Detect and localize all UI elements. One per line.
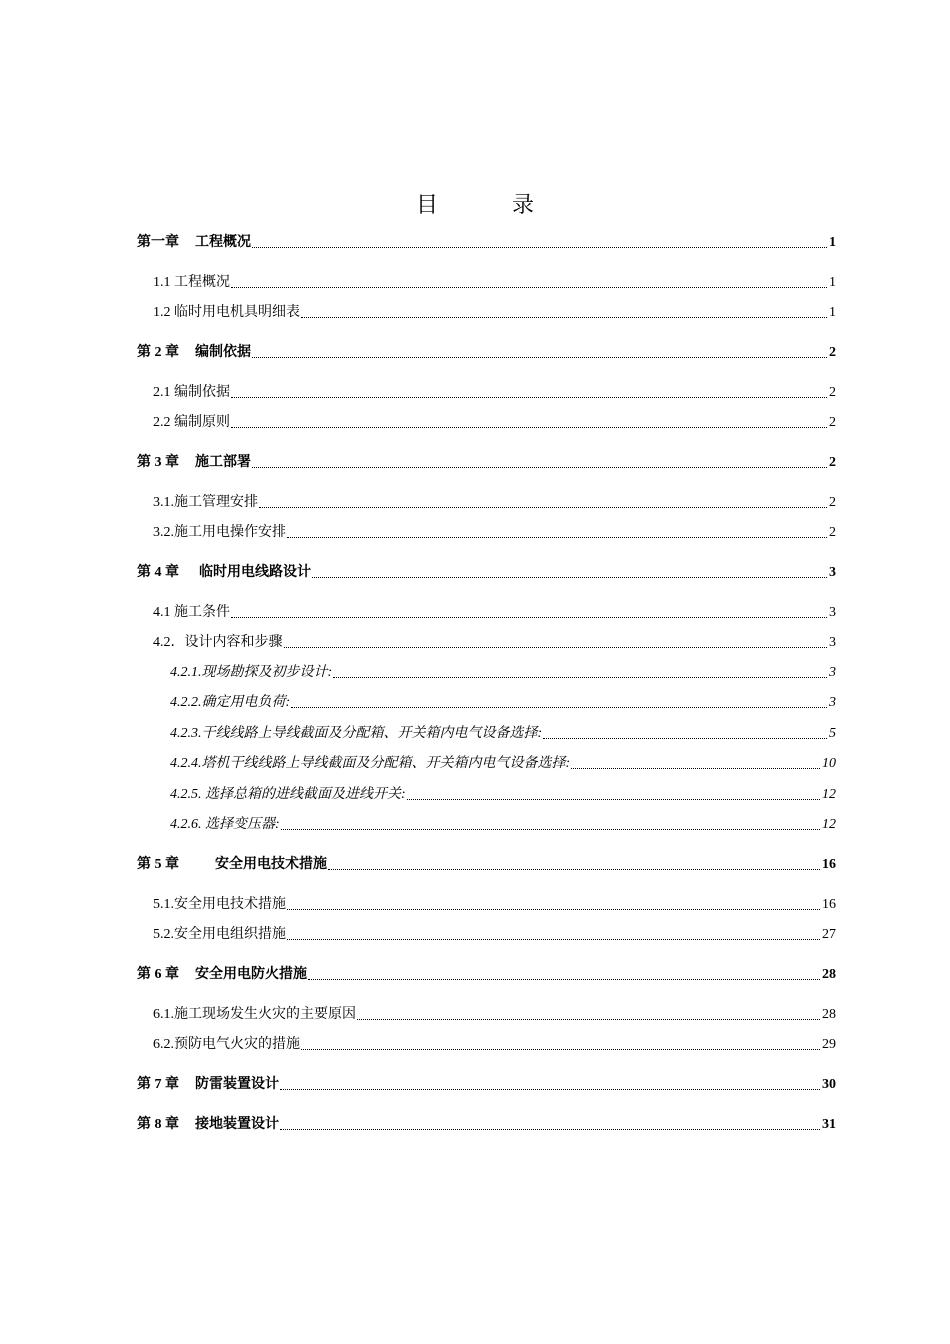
toc-chapter-8[interactable]: [137, 1115, 836, 1135]
toc-section-6-1[interactable]: [153, 1005, 836, 1025]
toc-entry-text: 2.1 编制依据: [153, 385, 230, 400]
toc-page-number: 30: [822, 1077, 836, 1092]
toc-page-number: 2: [829, 525, 836, 540]
toc-entry-text: 4.2.4.塔机干线线路上导线截面及分配箱、开关箱内电气设备选择:: [170, 756, 571, 771]
toc-page-number: 2: [829, 385, 836, 400]
toc-section-4-1[interactable]: [153, 603, 836, 623]
toc-page-number: 2: [829, 495, 836, 510]
toc-leader-dots: [312, 577, 827, 578]
toc-entry-text: 防雷装置设计: [195, 1077, 279, 1092]
toc-leader-dots: [287, 537, 827, 538]
toc-leader-dots: [301, 317, 827, 318]
toc-entry-text: 1.1 工程概况: [153, 275, 230, 290]
toc-chapter-number: 第 4 章: [137, 565, 179, 580]
toc-entry-text: 6.1.施工现场发生火灾的主要原因: [153, 1007, 356, 1022]
toc-section-4-2[interactable]: [153, 633, 836, 653]
toc-page-number: 5: [829, 726, 836, 741]
toc-chapter-number: 第 5 章: [137, 857, 179, 872]
toc-entry-text: 4.2.3.干线线路上导线截面及分配箱、开关箱内电气设备选择:: [170, 726, 543, 741]
toc-page-number: 3: [829, 565, 836, 580]
toc-chapter-number: 第 8 章: [137, 1117, 179, 1132]
toc-page-number: 2: [829, 455, 836, 470]
toc-chapter-2[interactable]: [137, 343, 836, 363]
toc-page-number: 16: [822, 897, 836, 912]
toc-subsection-4-2-5[interactable]: [170, 785, 836, 805]
toc-entry-text: 2.2 编制原则: [153, 415, 230, 430]
toc-section-1-1[interactable]: [153, 273, 836, 293]
toc-chapter-6[interactable]: [137, 965, 836, 985]
toc-leader-dots: [543, 738, 827, 739]
toc-leader-dots: [308, 979, 820, 980]
toc-page-number: 1: [829, 235, 836, 250]
toc-page-number: 3: [829, 635, 836, 650]
toc-leader-dots: [328, 869, 820, 870]
toc-chapter-number: 第一章: [137, 235, 179, 250]
toc-page-number: 2: [829, 345, 836, 360]
toc-entry-text: 3.1.施工管理安排: [153, 495, 258, 510]
toc-page-number: 3: [829, 605, 836, 620]
toc-chapter-3[interactable]: [137, 453, 836, 473]
toc-chapter-1[interactable]: [137, 233, 836, 253]
toc-leader-dots: [231, 617, 827, 618]
toc-section-6-2[interactable]: [153, 1035, 836, 1055]
toc-page-number: 10: [822, 756, 836, 771]
toc-page-number: 1: [829, 305, 836, 320]
toc-page-number: 29: [822, 1037, 836, 1052]
toc-chapter-7[interactable]: [137, 1075, 836, 1095]
toc-section-2-1[interactable]: [153, 383, 836, 403]
toc-chapter-5[interactable]: [137, 855, 836, 875]
toc-subsection-4-2-1[interactable]: [170, 663, 836, 683]
toc-entry-text: 4.2.2.确定用电负荷:: [170, 695, 291, 710]
toc-section-3-2[interactable]: [153, 523, 836, 543]
toc-page-number: 12: [822, 817, 836, 832]
toc-title-char-1: 目: [415, 192, 438, 217]
toc-page-number: 28: [822, 967, 836, 982]
toc-chapter-number: 第 3 章: [137, 455, 179, 470]
toc-leader-dots: [252, 357, 827, 358]
toc-entry-text: 4.2.6. 选择变压器:: [170, 817, 280, 832]
toc-entry-text: 4.1 施工条件: [153, 605, 230, 620]
toc-entry-text: 5.2.安全用电组织措施: [153, 927, 286, 942]
toc-leader-dots: [571, 768, 820, 769]
toc-page-number: 2: [829, 415, 836, 430]
toc-section-5-1[interactable]: [153, 895, 836, 915]
toc-section-1-2[interactable]: [153, 303, 836, 323]
toc-leader-dots: [291, 707, 827, 708]
toc-page-number: 31: [822, 1117, 836, 1132]
toc-page-number: 12: [822, 787, 836, 802]
toc-entry-text: 接地装置设计: [195, 1117, 279, 1132]
toc-entry-text: 4.2.1.现场勘探及初步设计:: [170, 665, 333, 680]
toc-entry-text: 5.1.安全用电技术措施: [153, 897, 286, 912]
toc-page-number: 28: [822, 1007, 836, 1022]
toc-entry-text: 4.2.5. 选择总箱的进线截面及进线开关:: [170, 787, 406, 802]
toc-subsection-4-2-6[interactable]: [170, 815, 836, 835]
toc-section-2-2[interactable]: [153, 413, 836, 433]
toc-leader-dots: [284, 647, 828, 648]
toc-subsection-4-2-4[interactable]: [170, 754, 836, 774]
toc-entry-text: 临时用电线路设计: [199, 565, 311, 580]
toc-title-char-2: 录: [512, 192, 535, 217]
toc-chapter-number: 第 2 章: [137, 345, 179, 360]
toc-entry-text: 工程概况: [195, 235, 251, 250]
toc-leader-dots: [231, 397, 827, 398]
toc-leader-dots: [259, 507, 827, 508]
toc-subsection-4-2-2[interactable]: [170, 693, 836, 713]
toc-page-number: 1: [829, 275, 836, 290]
toc-subsection-4-2-3[interactable]: [170, 724, 836, 744]
toc-entry-text: 安全用电技术措施: [215, 857, 327, 872]
toc-page-number: 27: [822, 927, 836, 942]
toc-leader-dots: [280, 1089, 820, 1090]
toc-leader-dots: [231, 427, 827, 428]
toc-section-3-1[interactable]: [153, 493, 836, 513]
toc-leader-dots: [231, 287, 827, 288]
toc-chapter-number: 第 7 章: [137, 1077, 179, 1092]
toc-leader-dots: [281, 829, 820, 830]
toc-leader-dots: [287, 939, 820, 940]
toc-leader-dots: [252, 247, 827, 248]
toc-section-5-2[interactable]: [153, 925, 836, 945]
toc-entry-text: 3.2.施工用电操作安排: [153, 525, 286, 540]
toc-entry-text: 6.2.预防电气火灾的措施: [153, 1037, 300, 1052]
toc-entry-text: 4.2．设计内容和步骤: [153, 635, 283, 650]
toc-leader-dots: [333, 677, 827, 678]
toc-chapter-4[interactable]: [137, 563, 836, 583]
toc-page-number: 16: [822, 857, 836, 872]
toc-leader-dots: [280, 1129, 820, 1130]
toc-title: [0, 188, 950, 219]
toc-entry-text: 安全用电防火措施: [195, 967, 307, 982]
toc-entry-text: 1.2 临时用电机具明细表: [153, 305, 300, 320]
toc-entry-text: 编制依据: [195, 345, 251, 360]
toc-leader-dots: [287, 909, 820, 910]
toc-leader-dots: [357, 1019, 820, 1020]
toc-entry-text: 施工部署: [195, 455, 251, 470]
toc-leader-dots: [407, 799, 820, 800]
toc-chapter-number: 第 6 章: [137, 967, 179, 982]
toc-leader-dots: [252, 467, 827, 468]
toc-page-number: 3: [829, 665, 836, 680]
toc-page-number: 3: [829, 695, 836, 710]
toc-leader-dots: [301, 1049, 820, 1050]
